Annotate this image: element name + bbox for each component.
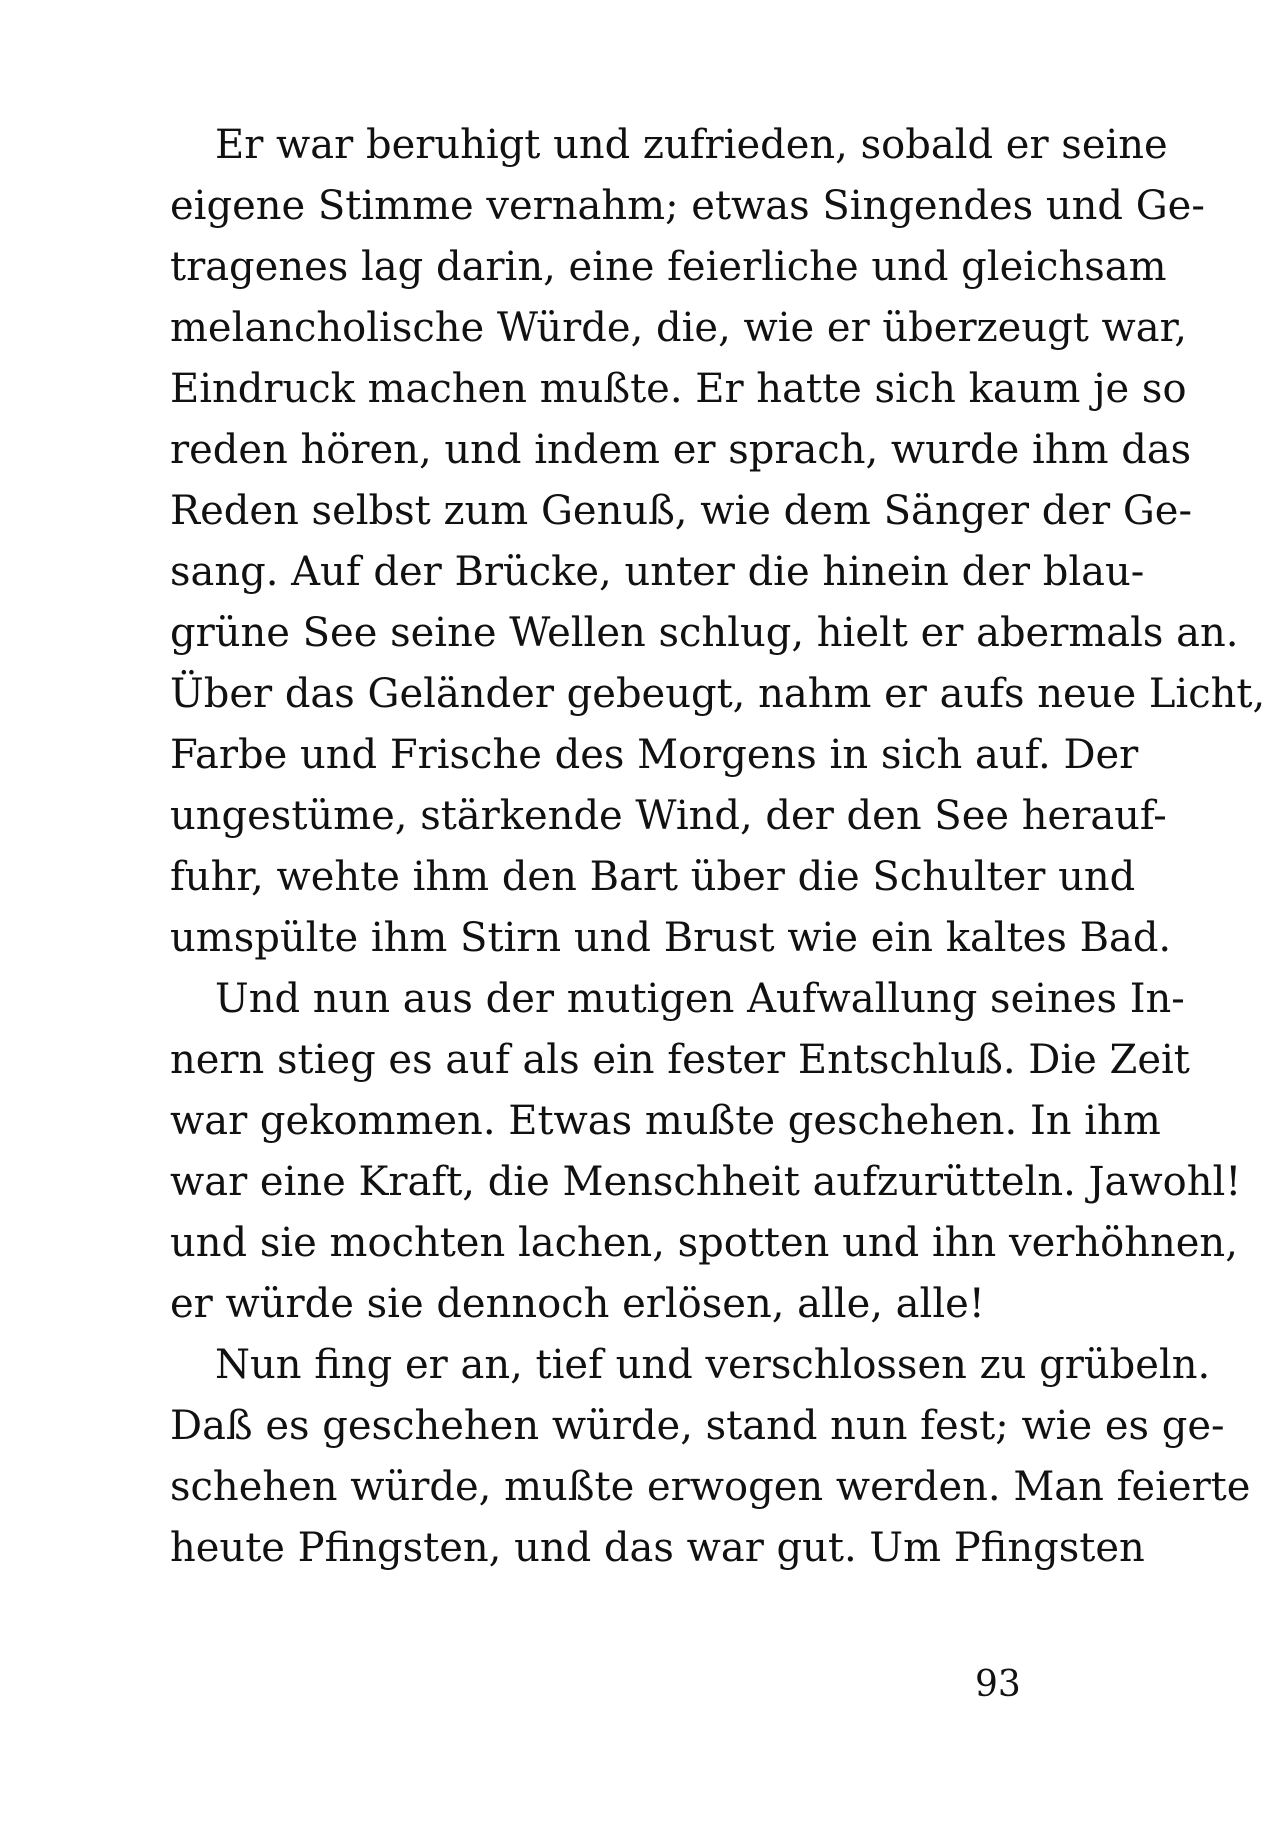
- page-number: 93: [975, 1664, 1021, 1705]
- text-line: Reden selbst zum Genuß, wie dem Sänger der Ge-: [170, 488, 1192, 534]
- text-line: und sie mochten lachen, spotten und ihn verhöhnen,: [170, 1220, 1238, 1266]
- text-line: eigene Stimme vernahm; etwas Singendes und Ge-: [170, 183, 1205, 229]
- text-line: Über das Geländer gebeugt, nahm er aufs neue Licht,: [170, 671, 1265, 717]
- text-line: Er war beruhigt und zufrieden, sobald er seine: [215, 122, 1168, 168]
- text-line: grüne See seine Wellen schlug, hielt er abermals an.: [170, 610, 1239, 656]
- text-line: Eindruck machen mußte. Er hatte sich kaum je so: [170, 366, 1187, 412]
- text-line: heute Pfingsten, und das war gut. Um Pfingsten: [170, 1525, 1145, 1571]
- text-line: fuhr, wehte ihm den Bart über die Schulter und: [170, 854, 1136, 900]
- text-line: Und nun aus der mutigen Aufwallung seines In-: [215, 976, 1185, 1022]
- body-text: [170, 115, 1265, 1579]
- text-line: Farbe und Frische des Morgens in sich auf. Der: [170, 732, 1139, 778]
- text-line: sang. Auf der Brücke, unter die hinein der blau-: [170, 549, 1145, 595]
- text-line: tragenes lag darin, eine feierliche und gleichsam: [170, 244, 1167, 290]
- text-line: war gekommen. Etwas mußte geschehen. In ihm: [170, 1098, 1161, 1144]
- text-line: schehen würde, mußte erwogen werden. Man feierte: [170, 1464, 1251, 1510]
- text-line: umspülte ihm Stirn und Brust wie ein kaltes Bad.: [170, 915, 1172, 961]
- text-line: Daß es geschehen würde, stand nun fest; wie es ge-: [170, 1403, 1225, 1449]
- text-line: er würde sie dennoch erlösen, alle, alle!: [170, 1281, 985, 1327]
- text-line: ungestüme, stärkende Wind, der den See herauf-: [170, 793, 1167, 839]
- text-line: war eine Kraft, die Menschheit aufzurütteln. Jawohl!: [170, 1159, 1242, 1205]
- text-line: nern stieg es auf als ein fester Entschluß. Die Zeit: [170, 1037, 1190, 1083]
- text-line: melancholische Würde, die, wie er überzeugt war,: [170, 305, 1188, 351]
- text-line: Nun fing er an, tief und verschlossen zu grübeln.: [215, 1342, 1211, 1388]
- text-line: reden hören, und indem er sprach, wurde ihm das: [170, 427, 1192, 473]
